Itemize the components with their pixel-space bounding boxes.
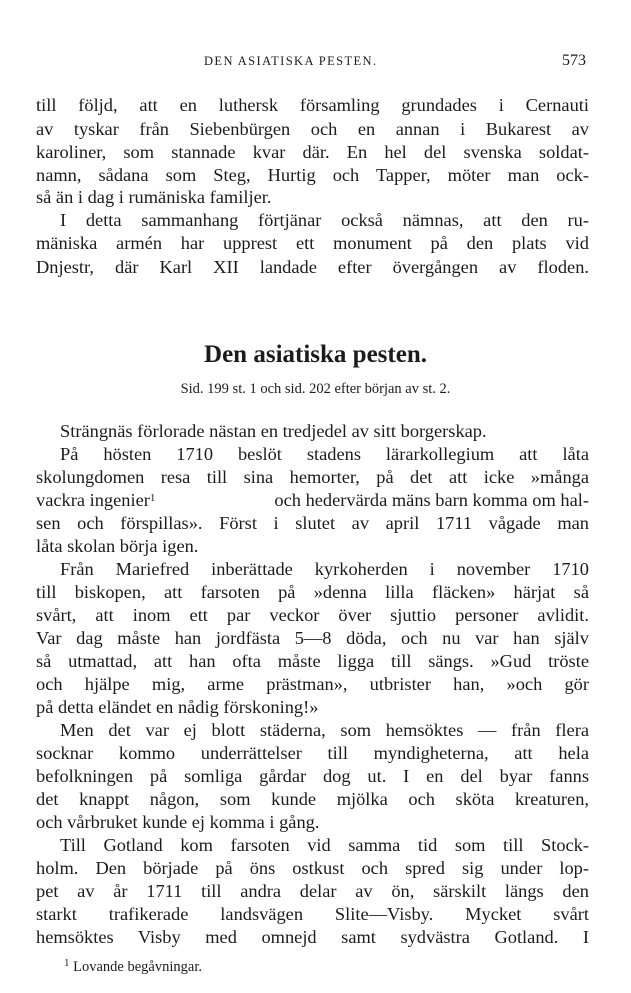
text-line: låta skolan börja igen. [36, 536, 199, 556]
running-head [36, 52, 590, 72]
text-line: Dnjestr, där Karl XII landade efter övergången av floden. [36, 257, 589, 277]
running-head-title: DEN ASIATISKA PESTEN. [204, 54, 378, 68]
text-line: socknar kommo underrättelser till myndigheterna, att hela [36, 743, 589, 763]
text-line-with-footnote [36, 489, 589, 511]
text-line: Till Gotland kom farsoten vid samma tid som till Stock- [60, 835, 589, 855]
text-line: och vårbruket kunde ej komma i gång. [36, 812, 320, 832]
text-line: skolungdomen resa till sina hemorter, på det att icke »många [36, 467, 589, 487]
text-line: sen och förspillas». Först i slutet av april 1711 vågade man [36, 513, 589, 533]
text-line: Var dag måste han jordfästa 5—8 döda, och nu var han själv [36, 628, 589, 648]
footnote-text: Lovande begåvningar. [73, 959, 202, 975]
text-line: så än i dag i rumäniska familjer. [36, 187, 272, 207]
text-line: Men det var ej blott städerna, som hemsöktes — från flera [60, 720, 589, 740]
footnote-ref-text: vackra ingenier$^1$ [36, 490, 156, 510]
text-line: starkt trafikerade landsvägen Slite—Visby. Mycket svårt [36, 904, 589, 924]
section-heading: Den asiatiska pesten. [204, 341, 427, 368]
text-line: till biskopen, att farsoten på »denna lilla fläcken» härjat så [36, 582, 589, 602]
text-line: På hösten 1710 beslöt stadens lärarkollegium att låta [60, 444, 589, 464]
text-line: holm. Den började på öns ostkust och spred sig under lop- [36, 858, 589, 878]
text-line: svårt, att inom ett par veckor över sjuttio personer avlidit. [36, 605, 589, 625]
text-line-continuation: och hedervärda mäns barn komma om hal- [274, 490, 589, 510]
text-line: hemsöktes Visby med omnejd samt sydvästra Gotland. I [36, 927, 589, 947]
text-line: till följd, att en luthersk församling grundades i Cernauti [36, 95, 589, 115]
text-line: Strängnäs förlorade nästan en tredjedel av sitt borgerskap. [60, 421, 487, 441]
text-line: namn, sådana som Steg, Hurtig och Tapper, möter man ock- [36, 165, 589, 185]
text-line: det knappt någon, som kunde mjölka och sköta kreaturen, [36, 789, 589, 809]
text-line: och hjälpe mig, arme prästman», utbrister han, »och gör [36, 674, 589, 694]
text-line: Från Mariefred inberättade kyrkoherden i november 1710 [60, 559, 589, 579]
text-line: karoliner, som stannade kvar där. En hel del svenska soldat- [36, 142, 589, 162]
footnote [64, 958, 202, 976]
text-line: I detta sammanhang förtjänar också nämnas, att den ru- [60, 210, 589, 230]
text-line: av tyskar från Siebenbürgen och en annan i Bukarest av [36, 119, 589, 139]
text-line: mäniska armén har upprest ett monument på den plats vid [36, 233, 589, 253]
footnote-marker: 1 [149, 492, 156, 504]
text-line: så utmattad, att han ofta måste ligga till sängs. »Gud tröste [36, 651, 589, 671]
text-line: pet av år 1711 till andra delar av ön, särskilt längs den [36, 881, 589, 901]
text-line: på detta eländet en nådig förskoning!» [36, 697, 319, 717]
footnote-number: 1 [64, 957, 70, 969]
page-number: 573 [562, 52, 586, 69]
text-line: befolkningen på somliga gårdar dog ut. I en del byar fanns [36, 766, 589, 786]
section-subheading: Sid. 199 st. 1 och sid. 202 efter början av st. 2. [180, 381, 451, 397]
